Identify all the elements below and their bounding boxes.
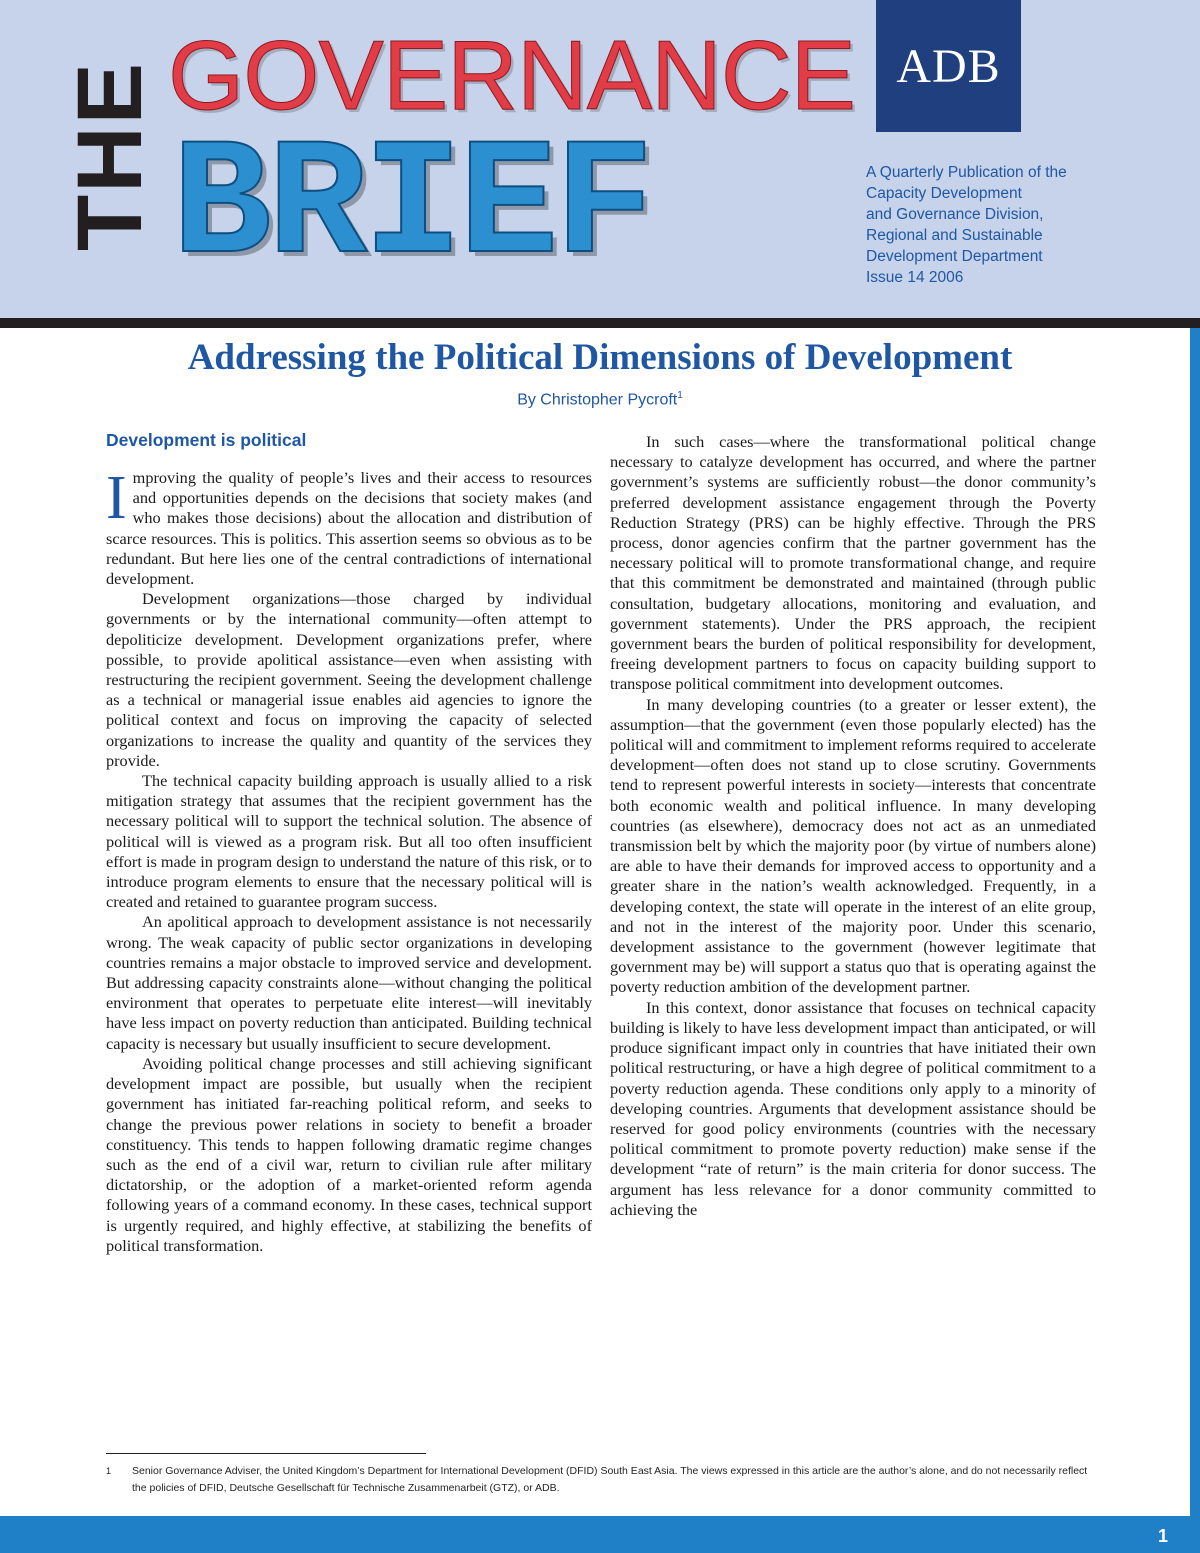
masthead-the: THE: [59, 61, 161, 251]
section-heading: Development is political: [106, 430, 307, 450]
right-column: [610, 432, 1096, 1220]
right-edge-bar: [1190, 328, 1200, 1528]
paragraph: An apolitical approach to development assistance is not necessarily wrong. The weak capacity of public sector organizations in developing countries remains a major obstacle to improved service and development. But addressing capacity constraints alone—without changing the political environment that operates to perpetuate elite interest—will inevitably have less impact on poverty reduction than anticipated. Building technical capacity is necessary but usually insufficient to secure development.: [106, 912, 592, 1053]
drop-cap: I: [106, 464, 127, 532]
publication-line: A Quarterly Publication of the: [866, 164, 1067, 181]
paragraph: Development organizations—those charged by individual governments or by the international community—often attempt to depoliticize development. Development organizations prefer, where possible, to provide apolitical assistance—even when assisting with restructuring the recipient government. Seeing the development challenge as a technical or managerial issue enables aid agencies to ignore the political context and focus on improving the capacity of selected organizations to increase the quality and quantity of the services they provide.: [106, 589, 592, 770]
issue-line: Issue 14 2006: [866, 269, 964, 286]
publication-info: [866, 162, 1166, 288]
adb-logo: ADB: [876, 0, 1021, 132]
masthead-brief: BRIEF: [172, 113, 651, 301]
paragraph: The technical capacity building approach is usually allied to a risk mitigation strategy that assumes that the recipient government has the necessary political will to support the technical solution. The absence of political will is viewed as a program risk. But all too often insufficient effort is made in program design to understand the nature of this risk, or to introduce program elements to ensure that the necessary political will is created and retained to guarantee program success.: [106, 771, 592, 912]
footnote-rule: [106, 1453, 426, 1454]
byline-text: By Christopher Pycroft: [517, 391, 678, 409]
footnote: [106, 1463, 1096, 1497]
article-title: Addressing the Political Dimensions of Development: [187, 337, 1013, 378]
footnote-text: Senior Governance Adviser, the United Kingdom’s Department for International Development (DFID) South East Asia. The views expressed in this article are the author’s alone, and do not necessarily reflect the policies of DFID, Deutsche Gesellschaft für Technische Zusammenarbeit (GTZ), or ADB.: [132, 1465, 1088, 1494]
byline-footnote-mark: 1: [677, 390, 683, 401]
header-divider: [0, 318, 1200, 328]
bottom-bar: [0, 1516, 1200, 1553]
publication-line: and Governance Division,: [866, 206, 1044, 223]
publication-line: Development Department: [866, 248, 1043, 265]
paragraph: In this context, donor assistance that focuses on technical capacity building is likely to have less development impact than anticipated, or will produce significant impact only in countries that have initiated their own political restructuring, or have a high degree of political commitment to a poverty reduction agenda. These conditions only apply to a minority of developing countries. Arguments that development assistance should be reserved for good policy environments (countries with the necessary political commitment to promote poverty reduction) make sense if the development “rate of return” is the main criteria for donor success. The argument has less relevance for a donor community committed to achieving the: [610, 997, 1096, 1219]
paragraph: In many developing countries (to a greater or lesser extent), the assumption—that the government (even those popularly elected) has the political will and commitment to implement reforms required to accelerate development—often does not stand up to close scrutiny. Governments tend to represent powerful interests in society—interests that concentrate both economic wealth and political influence. In many developing countries (as elsewhere), democracy does not act as an unmediated transmission belt by which the majority poor (by virtue of numbers alone) are able to have their demands for improved access to opportunity and a greater share in the nation’s wealth acknowledged. Frequently, in a developing context, the state will operate in the interest of an elite group, and not in the interest of the majority poor. Under this scenario, development assistance to the government (however legitimate that government may be) will support a status quo that is operating against the poverty reduction ambition of the development partner.: [610, 694, 1097, 997]
masthead-governance: GOVERNANCE: [168, 20, 856, 130]
page-number: 1: [1157, 1526, 1168, 1546]
publication-line: Capacity Development: [866, 185, 1022, 202]
paragraph: In such cases—where the transformational political change necessary to catalyze development has occurred, and where the partner government’s systems are sufficiently robust—the donor community’s preferred development assistance engagement through the Poverty Reduction Strategy (PRS) can be highly effective. Through the PRS process, donor agencies confirm that the partner government has the necessary political will to promote transformational change, and require that this commitment be demonstrated and maintained (through public consultation, budgetary allocations, monitoring and evaluation, and government statements). Under the PRS approach, the recipient government bears the burden of political responsibility for development, freeing development partners to focus on capacity building support to transpose political commitment into development outcomes.: [610, 432, 1096, 694]
paragraph: Improving the quality of people’s lives and their access to resources and opportunities depends on the decisions that society makes (and who makes those decisions) about the allocation and distribution of scarce resources. This is politics. This assertion seems so obvious as to be redundant. But here lies one of the central contradictions of international development.: [106, 464, 592, 589]
masthead: [0, 0, 1200, 318]
paragraph: Avoiding political change processes and still achieving significant development impact are possible, but usually when the recipient government has initiated far-reaching political reform, and seeks to change the previous power relations in society to benefit a broader constituency. This tends to happen following dramatic regime changes such as the end of a civil war, return to civilian rule after military dictatorship, or the adoption of a market-oriented reform agenda following years of a command economy. In these cases, technical support is urgently required, and highly effective, at stabilizing the benefits of political transformation.: [106, 1053, 592, 1255]
publication-line: Regional and Sustainable: [866, 227, 1043, 244]
left-column: [106, 428, 592, 1256]
article-byline: [0, 390, 1200, 409]
footnote-mark: 1: [106, 1466, 112, 1476]
